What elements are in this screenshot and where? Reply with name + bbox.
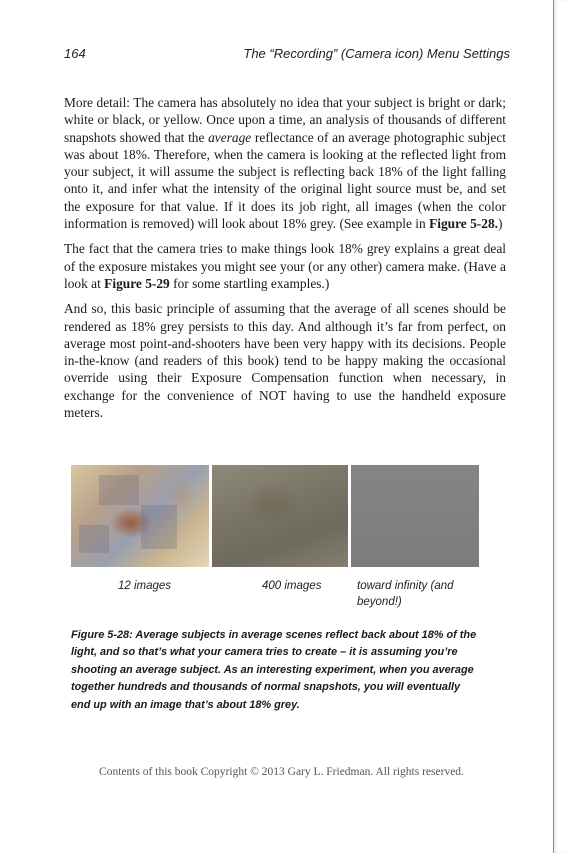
caption-400-images: 400 images <box>262 580 322 592</box>
figure-images <box>71 465 481 567</box>
paragraph-3: And so, this basic principle of assuming that the average of all scenes should be rendered as 18% grey persists to this day. And although it’s far from perfect, on average most point-and-shooters have been very happy with its decisions. People in-the-know (and readers of this book) tend to be happy making the occasional override using their Exposure Compensation function when necessary, in exchange for the convenience of NOT having to use the handheld exposure meters. <box>64 301 506 421</box>
page-header <box>64 46 510 66</box>
p2-text-a: The fact that the camera tries to make things look 18% grey explains a great deal of the exposure mistakes you might see your (or any other) camera make. (Have a look at <box>64 241 506 291</box>
copyright-footer: Contents of this book Copyright © 2013 Gary L. Friedman. All rights reserved. <box>99 766 464 778</box>
paragraph-2 <box>64 240 506 292</box>
page-edge <box>553 0 569 853</box>
average-infinity-images <box>351 465 479 567</box>
p1-emphasis: average <box>208 129 252 145</box>
figure-ref-5-29: Figure 5-29 <box>104 275 170 291</box>
figure-caption: Figure 5-28: Average subjects in average scenes reflect back about 18% of the light, and so that’s what your camera tries to create – it is assuming you’re shooting an average subject. As an interesting experiment, when you average together hundreds and thousands of normal snapshots, you will eventually end up with an image that’s about 18% grey. <box>71 629 477 711</box>
average-400-images <box>212 465 348 567</box>
running-title: The “Recording” (Camera icon) Menu Settings <box>243 46 510 61</box>
figure-ref-5-28: Figure 5-28. <box>429 216 498 232</box>
p1-text-a: More detail: The camera has absolutely no idea that your subject is bright or dark; white or black, or yellow. Once upon a time, an analysis of thousands of different snapshots showed that the <box>64 95 506 145</box>
p2-text-b: for some startling examples.) <box>169 275 330 291</box>
p1-text-c: ) <box>498 216 503 232</box>
average-12-images <box>71 465 209 567</box>
caption-infinity: toward infinity (and beyond!) <box>357 580 454 608</box>
caption-12-images: 12 images <box>118 580 172 592</box>
body-text <box>64 94 506 429</box>
p1-text-b: reflectance of an average photographic subject was about 18%. Therefore, when the camera is looking at the reflected light from your subject, it will assume the subject is reflecting back 18% of the light falling onto it, and infer what the intensity of the original light source must be, and set the exposure for that value. If it does its job right, all images (when the color information is removed) will look about 18% grey. (See example in <box>64 129 506 232</box>
paragraph-1 <box>64 94 506 232</box>
page-number: 164 <box>64 46 86 61</box>
